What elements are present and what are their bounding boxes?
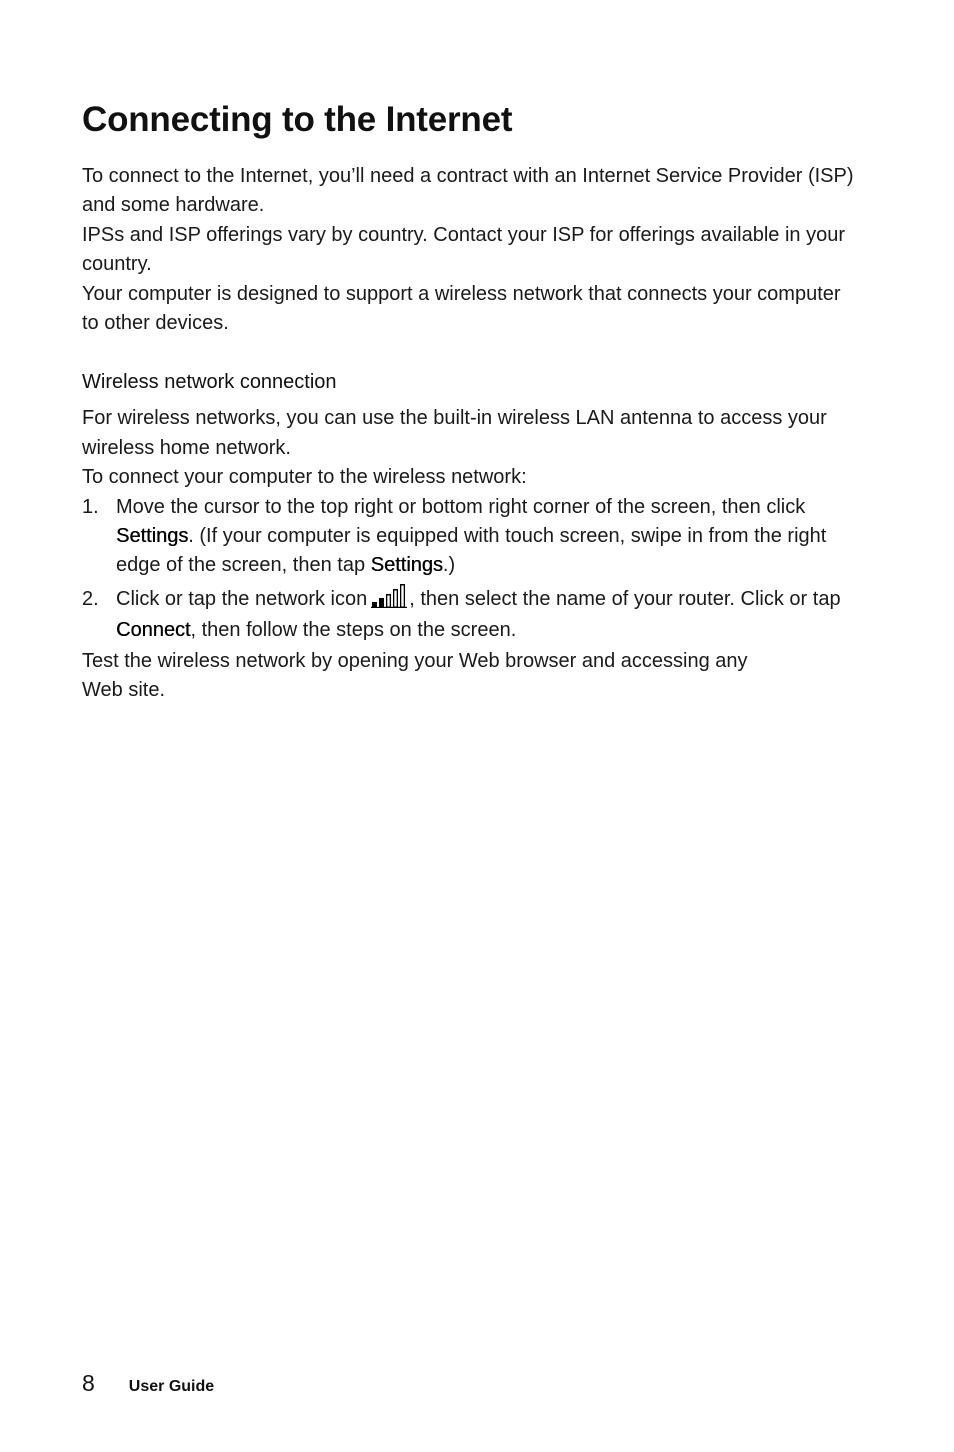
wireless-paragraph-2: To connect your computer to the wireless network:	[82, 466, 527, 489]
steps-list	[82, 493, 862, 647]
settings-term: Settings	[370, 554, 443, 577]
step-text: Click or tap the network icon	[116, 587, 368, 610]
intro-section	[82, 162, 862, 338]
page-content	[82, 96, 862, 706]
step-item-2	[82, 584, 862, 647]
closing-line-2: Web site.	[82, 679, 165, 702]
network-signal-icon	[371, 584, 407, 608]
settings-term: Settings	[116, 525, 189, 548]
step-text: , then follow the steps on the screen.	[190, 619, 517, 642]
page-number: 8	[82, 1370, 95, 1396]
step-text: .)	[442, 554, 456, 577]
step-text: Move the cursor to the top right or bottom right corner of the screen, then click	[116, 495, 806, 518]
intro-paragraph-1: To connect to the Internet, you’ll need a contract with an Internet Service Provider (ISP) and some hardware.	[82, 165, 854, 217]
connect-term: Connect	[116, 619, 191, 642]
step-number: 1.	[82, 495, 99, 518]
page-footer	[82, 1368, 214, 1398]
wireless-paragraph-1: For wireless networks, you can use the built-in wireless LAN antenna to access your wireless home network.	[82, 407, 827, 459]
section-heading-wireless: Wireless network connection	[82, 371, 337, 394]
closing-line-1: Test the wireless network by opening your Web browser and accessing any	[82, 649, 748, 672]
page-title: Connecting to the Internet	[82, 100, 513, 139]
step-number: 2.	[82, 587, 99, 610]
intro-paragraph-2: IPSs and ISP offerings vary by country. Contact your ISP for offerings available in your country.	[82, 223, 845, 276]
wireless-section	[82, 404, 862, 705]
footer-label: User Guide	[128, 1378, 215, 1395]
step-text: , then select the name of your router. Click or tap	[409, 587, 841, 610]
closing-paragraph	[82, 647, 862, 706]
intro-paragraph-3: Your computer is designed to support a wireless network that connects your computer to other devices.	[82, 282, 841, 335]
step-item-1	[82, 493, 862, 581]
step-text: . (If your computer is equipped with touch screen, swipe in from the right edge of the screen, then tap	[116, 525, 827, 577]
